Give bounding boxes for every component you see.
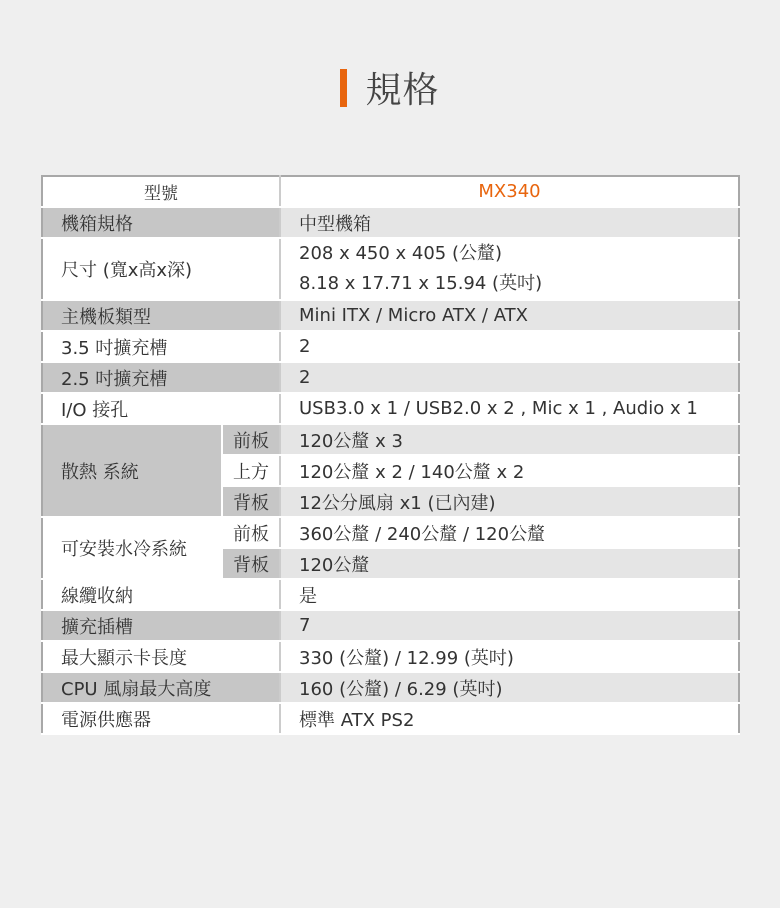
row-label: 主機板類型 xyxy=(42,300,280,331)
row-value: 360公釐 / 240公釐 / 120公釐 xyxy=(280,517,739,548)
table-row xyxy=(42,362,739,393)
table-row xyxy=(42,610,739,641)
row-sublabel: 前板 xyxy=(222,424,280,455)
row-value: 120公釐 x 2 / 140公釐 x 2 xyxy=(280,455,739,486)
spec-table xyxy=(41,175,740,735)
header-label: 型號 xyxy=(42,176,280,207)
row-label: 電源供應器 xyxy=(42,703,280,734)
table-row xyxy=(42,641,739,672)
table-row xyxy=(42,331,739,362)
table-row xyxy=(42,424,739,455)
row-sublabel: 背板 xyxy=(222,548,280,579)
table-row xyxy=(42,703,739,734)
table-row xyxy=(42,672,739,703)
row-value: 是 xyxy=(280,579,739,610)
table-row xyxy=(42,300,739,331)
row-value: 7 xyxy=(280,610,739,641)
row-label: 最大顯示卡長度 xyxy=(42,641,280,672)
row-value: 中型機箱 xyxy=(280,207,739,238)
row-sublabel: 上方 xyxy=(222,455,280,486)
row-label: CPU 風扇最大高度 xyxy=(42,672,280,703)
row-value: 160 (公釐) / 6.29 (英吋) xyxy=(280,672,739,703)
table-row xyxy=(42,393,739,424)
table-row xyxy=(42,579,739,610)
table-row xyxy=(42,517,739,548)
row-value: 2 xyxy=(280,331,739,362)
page-title-text: 規格 xyxy=(365,70,440,111)
row-value: Mini ITX / Micro ATX / ATX xyxy=(280,300,739,331)
watercooling-label: 可安裝水冷系統 xyxy=(42,517,222,579)
row-label: 尺寸 (寬x高x深) xyxy=(42,238,280,300)
row-label: 3.5 吋擴充槽 xyxy=(42,331,280,362)
row-value: 120公釐 xyxy=(280,548,739,579)
row-value xyxy=(280,238,739,300)
row-value: 330 (公釐) / 12.99 (英吋) xyxy=(280,641,739,672)
dimensions-mm: 208 x 450 x 405 (公釐) xyxy=(299,243,503,264)
table-row xyxy=(42,238,739,300)
dimensions-in: 8.18 x 17.71 x 15.94 (英吋) xyxy=(299,273,543,294)
row-value: USB3.0 x 1 / USB2.0 x 2 , Mic x 1 , Audio x 1 xyxy=(280,393,739,424)
page-title xyxy=(0,62,780,113)
row-sublabel: 背板 xyxy=(222,486,280,517)
title-accent-bar xyxy=(340,69,347,107)
row-label: 擴充插槽 xyxy=(42,610,280,641)
row-label: 機箱規格 xyxy=(42,207,280,238)
row-label: 線纜收納 xyxy=(42,579,280,610)
row-value: 12公分風扇 x1 (已內建) xyxy=(280,486,739,517)
table-row xyxy=(42,207,739,238)
row-value: 2 xyxy=(280,362,739,393)
row-label: I/O 接孔 xyxy=(42,393,280,424)
table-row-header xyxy=(42,176,739,207)
row-label: 2.5 吋擴充槽 xyxy=(42,362,280,393)
cooling-label: 散熱 系統 xyxy=(42,424,222,517)
row-sublabel: 前板 xyxy=(222,517,280,548)
header-model: MX340 xyxy=(280,176,739,207)
row-value: 標準 ATX PS2 xyxy=(280,703,739,734)
row-value: 120公釐 x 3 xyxy=(280,424,739,455)
